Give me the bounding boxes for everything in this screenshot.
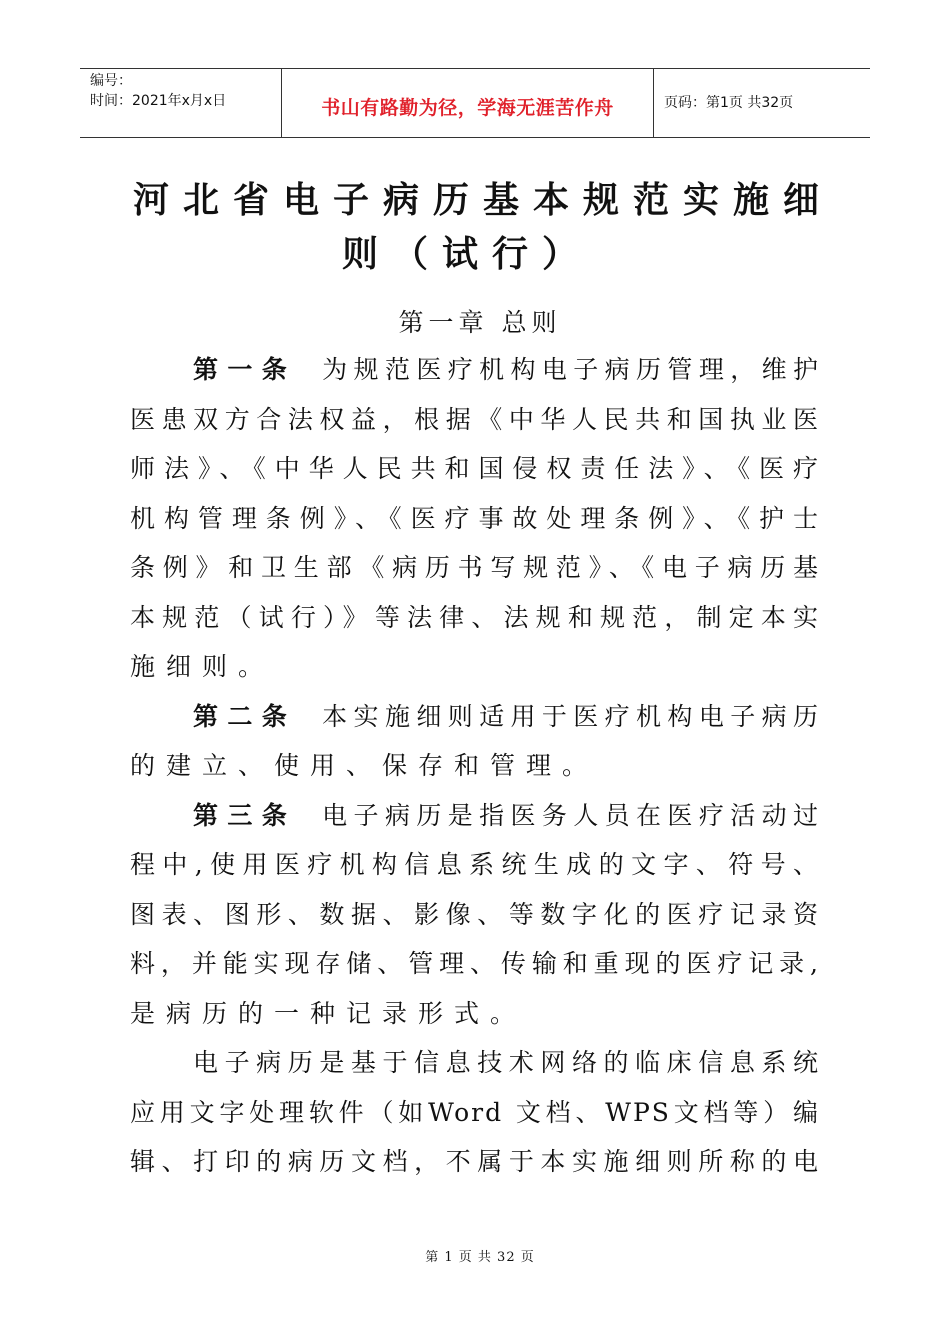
header-meta <box>80 69 282 137</box>
document-title-line-1: 河北省电子病历基本规范实施细 <box>132 180 833 221</box>
document-header <box>80 68 870 138</box>
paragraph-line: 程中,使用医疗机构信息系统生成的文字、符号、 <box>130 850 820 879</box>
serial-label: 编号： <box>90 73 132 89</box>
paragraph-line: 图表、图形、数据、影像、等数字化的医疗记录资 <box>130 900 820 929</box>
article-label: 第三条 <box>193 801 297 830</box>
paragraph-line: 的建立、使用、保存和管理。 <box>130 751 599 780</box>
paragraph-line: 医患双方合法权益，根据《中华人民共和国执业医 <box>130 405 820 434</box>
paragraph-line <box>193 697 820 737</box>
line-text: 本实施细则适用于医疗机构电子病历 <box>322 702 820 731</box>
paragraph-line: 料，并能实现存储、管理、传输和重现的医疗记录, <box>130 949 820 978</box>
paragraph-line: 施细则。 <box>130 652 275 681</box>
line-text: 为规范医疗机构电子病历管理，维护 <box>322 355 820 384</box>
article-label: 第二条 <box>193 702 297 731</box>
paragraph-line: 应用文字处理软件（如Word 文档、WPS文档等）编 <box>130 1098 820 1127</box>
paragraph-line: 师法》、《中华人民共和国侵权责任法》、《医疗 <box>130 454 820 483</box>
paragraph-line <box>193 796 820 836</box>
page-footer: 第 1 页 共 32 页 <box>425 1250 535 1265</box>
header-page-info <box>654 69 870 137</box>
article-label: 第一条 <box>193 355 297 384</box>
paragraph-line: 条例》和卫生部《病历书写规范》、《电子病历基 <box>130 553 820 582</box>
time-label: 时间：2021年x月x日 <box>90 93 227 109</box>
paragraph-line: 电子病历是基于信息技术网络的临床信息系统 <box>193 1048 820 1077</box>
page-info-text: 页码：第1页 共32页 <box>664 95 794 111</box>
motto-text: 书山有路勤为径，学海无涯苦作舟 <box>321 96 614 119</box>
header-motto <box>282 69 654 137</box>
line-text: 电子病历是指医务人员在医疗活动过 <box>322 801 820 830</box>
document-title-line-2: 则（试行） <box>341 234 592 275</box>
paragraph-line: 机构管理条例》、《医疗事故处理条例》、《护士 <box>130 504 820 533</box>
paragraph-line <box>193 350 820 390</box>
paragraph-line: 辑、打印的病历文档，不属于本实施细则所称的电 <box>130 1147 820 1176</box>
chapter-heading: 第一章 总则 <box>398 308 562 337</box>
paragraph-line: 是病历的一种记录形式。 <box>130 999 527 1028</box>
paragraph-line: 本规范（试行）》等法律、法规和规范，制定本实 <box>130 603 820 632</box>
